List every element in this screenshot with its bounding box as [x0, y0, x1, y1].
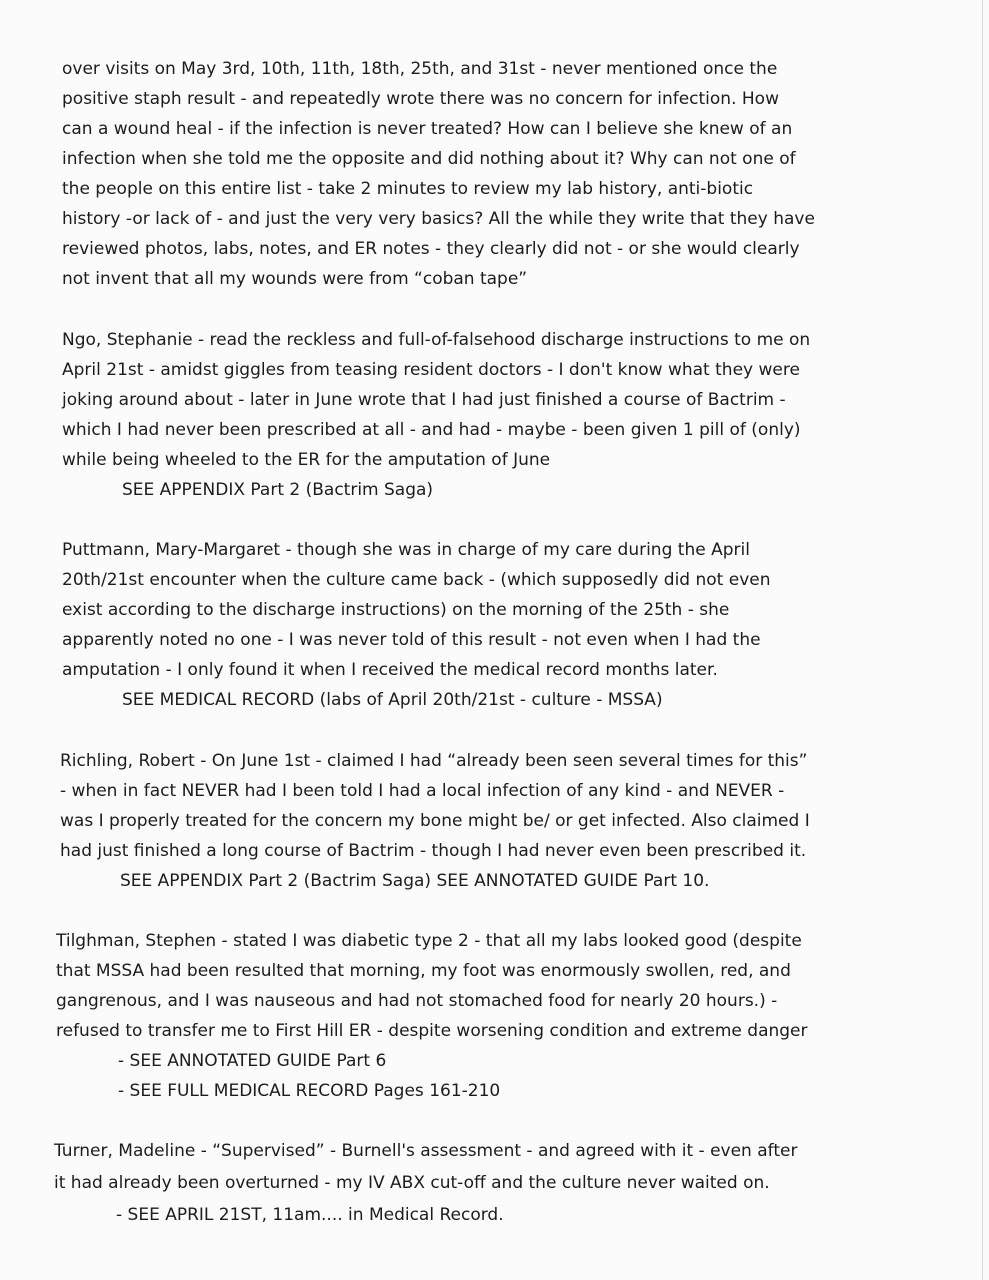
entry-richling-reference: SEE APPENDIX Part 2 (Bactrim Saga) SEE ANNOTATED GUIDE Part 10. [120, 871, 710, 891]
paragraph-line: reviewed photos, labs, notes, and ER notes - they clearly did not - or she would clearly [62, 239, 800, 259]
entry-tilghman-line: that MSSA had been resulted that morning, my foot was enormously swollen, red, and [56, 961, 791, 981]
entry-tilghman-line: Tilghman, Stephen - stated I was diabetic type 2 - that all my labs looked good (despite [56, 931, 802, 951]
entry-puttmann-line: Puttmann, Mary-Margaret - though she was in charge of my care during the April [62, 540, 750, 560]
page-edge [982, 0, 983, 1280]
paragraph-line: positive staph result - and repeatedly wrote there was no concern for infection. How [62, 89, 779, 109]
paragraph-line: the people on this entire list - take 2 minutes to review my lab history, anti-biotic [62, 179, 754, 199]
paragraph-line: history -or lack of - and just the very very basics? All the while they write that they have [62, 209, 815, 229]
entry-ngo-line: Ngo, Stephanie - read the reckless and full-of-falsehood discharge instructions to me on [62, 330, 811, 350]
entry-ngo-reference: SEE APPENDIX Part 2 (Bactrim Saga) [122, 480, 434, 500]
entry-richling-line: - when in fact NEVER had I been told I had a local infection of any kind - and NEVER - [60, 781, 785, 801]
entry-turner-line: it had already been overturned - my IV ABX cut-off and the culture never waited on. [54, 1173, 770, 1193]
entry-tilghman-reference: - SEE FULL MEDICAL RECORD Pages 161-210 [118, 1081, 501, 1101]
entry-ngo-line: joking around about - later in June wrote that I had just finished a course of Bactrim - [62, 390, 786, 410]
entry-puttmann-line: apparently noted no one - I was never told of this result - not even when I had the [62, 630, 761, 650]
entry-turner-line: Turner, Madeline - “Supervised” - Burnell's assessment - and agreed with it - even after [54, 1141, 798, 1161]
entry-puttmann-line: 20th/21st encounter when the culture came back - (which supposedly did not even [62, 570, 771, 590]
paragraph-line: not invent that all my wounds were from “coban tape” [62, 269, 528, 289]
entry-tilghman-line: gangrenous, and I was nauseous and had not stomached food for nearly 20 hours.) - [56, 991, 778, 1011]
entry-tilghman-line: refused to transfer me to First Hill ER - despite worsening condition and extreme danger [56, 1021, 808, 1041]
entry-ngo-line: which I had never been prescribed at all - and had - maybe - been given 1 pill of (only) [62, 420, 801, 440]
entry-turner-reference: - SEE APRIL 21ST, 11am.... in Medical Record. [116, 1205, 504, 1225]
paragraph-line: infection when she told me the opposite and did nothing about it? Why can not one of [62, 149, 796, 169]
entry-puttmann-line: exist according to the discharge instructions) on the morning of the 25th - she [62, 600, 730, 620]
entry-ngo-line: while being wheeled to the ER for the amputation of June [62, 450, 551, 470]
entry-richling-line: Richling, Robert - On June 1st - claimed I had “already been seen several times for this” [60, 751, 808, 771]
entry-richling-line: had just finished a long course of Bactrim - though I had never even been prescribed it. [60, 841, 807, 861]
entry-ngo-line: April 21st - amidst giggles from teasing resident doctors - I don't know what they were [62, 360, 800, 380]
paragraph-line: can a wound heal - if the infection is never treated? How can I believe she knew of an [62, 119, 793, 139]
entry-tilghman-reference: - SEE ANNOTATED GUIDE Part 6 [118, 1051, 387, 1071]
entry-puttmann-reference: SEE MEDICAL RECORD (labs of April 20th/21st - culture - MSSA) [122, 690, 663, 710]
entry-puttmann-line: amputation - I only found it when I received the medical record months later. [62, 660, 718, 680]
entry-richling-line: was I properly treated for the concern my bone might be/ or get infected. Also claimed I [60, 811, 810, 831]
paragraph-line: over visits on May 3rd, 10th, 11th, 18th, 25th, and 31st - never mentioned once the [62, 59, 778, 79]
